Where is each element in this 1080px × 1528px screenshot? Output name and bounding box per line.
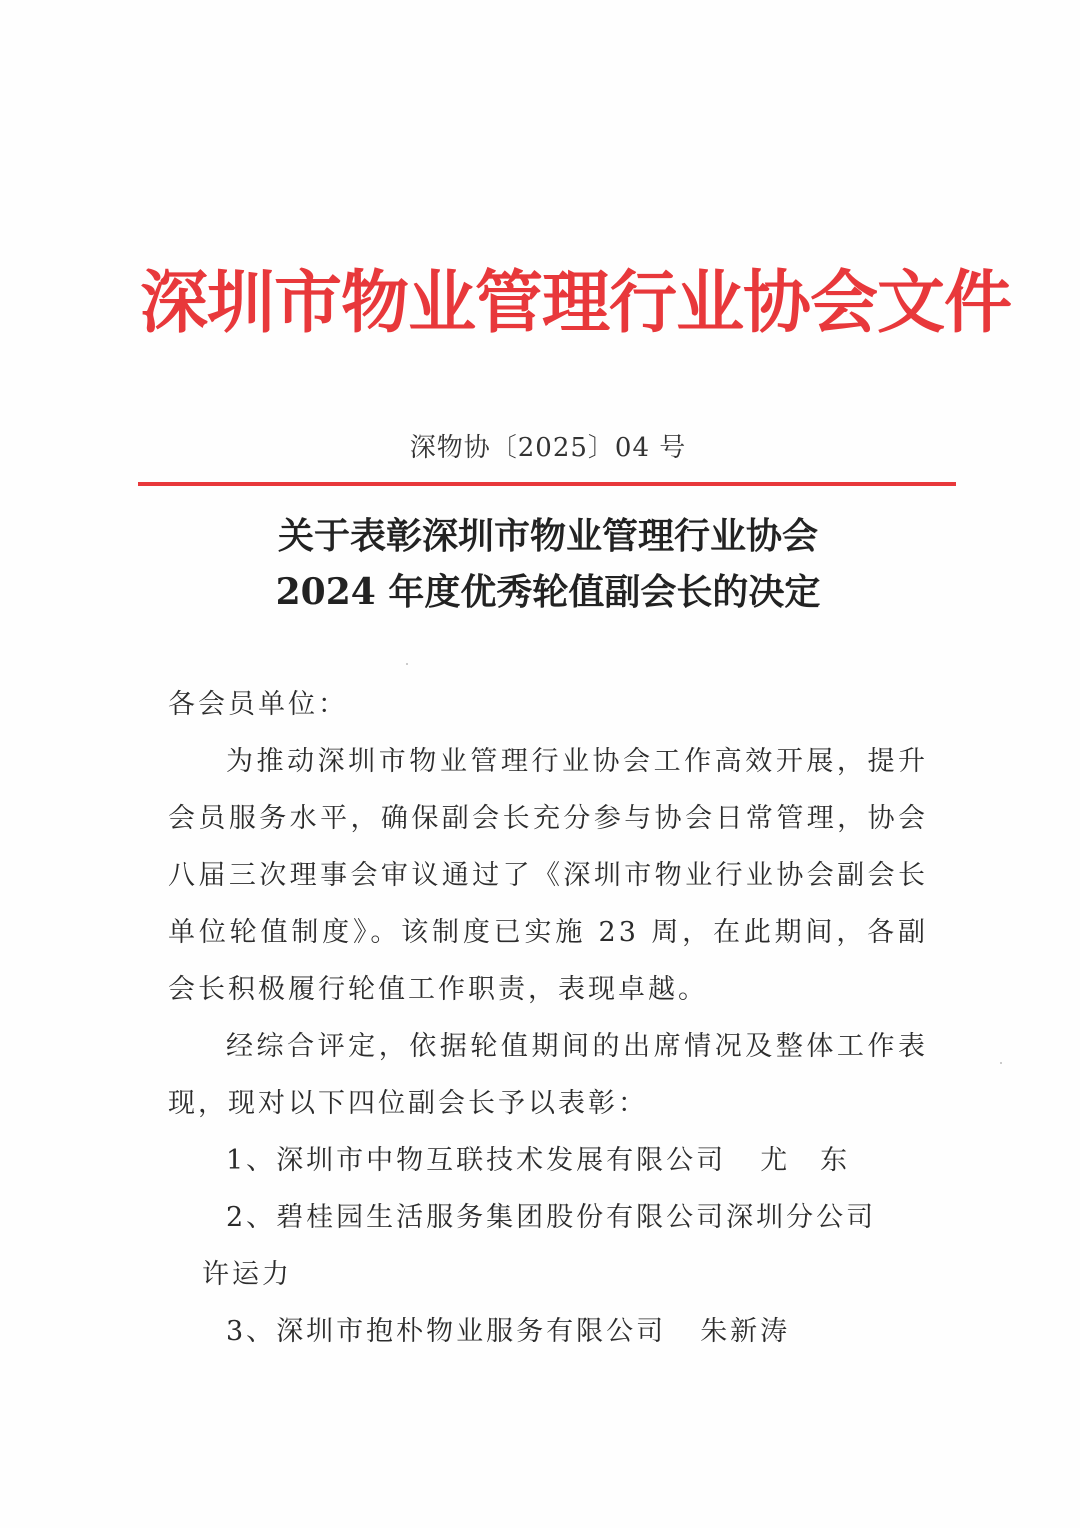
document-title-line-2: 2024 年度优秀轮值副会长的决定	[275, 571, 821, 613]
scan-speck	[1000, 1062, 1002, 1064]
honoree-person: 尤 东	[760, 1145, 851, 1176]
honoree-number: 2、	[226, 1202, 277, 1233]
honoree-person: 朱新涛	[700, 1316, 791, 1347]
scan-speck	[406, 663, 408, 665]
paragraph-1: 为推动深圳市物业管理行业协会工作高效开展，提升会员服务水平，确保副会长充分参与协会日常管理，协会八届三次理事会审议通过了《深圳市物业行业协会副会长单位轮值制度》。该制度已实施 23 周，在此期间，各副会长积极履行轮值工作职责，表现卓越。	[168, 746, 928, 1005]
honoree-company: 深圳市中物互联技术发展有限公司	[276, 1145, 727, 1176]
document-number: 深物协〔2025〕04 号	[409, 433, 687, 463]
paragraph-2: 经综合评定，依据轮值期间的出席情况及整体工作表现，现对以下四位副会长予以表彰：	[168, 1031, 928, 1119]
document-title	[140, 508, 956, 620]
honoree-number: 3、	[226, 1316, 277, 1347]
salutation: 各会员单位：	[168, 689, 348, 720]
organization-header-title: 深圳市物业管理行业协会文件	[140, 263, 1012, 343]
honoree-person: 许运力	[202, 1259, 292, 1290]
red-divider-line	[138, 482, 956, 486]
document-title-line-1: 关于表彰深圳市物业管理行业协会	[277, 515, 818, 557]
document-body	[168, 676, 928, 1360]
honoree-company: 碧桂园生活服务集团股份有限公司深圳分公司	[276, 1202, 877, 1233]
honoree-company: 深圳市抱朴物业服务有限公司	[276, 1316, 667, 1347]
honoree-item-1	[168, 1132, 928, 1189]
honoree-item-2	[168, 1189, 928, 1303]
honoree-number: 1、	[226, 1145, 277, 1176]
honoree-item-3	[168, 1303, 928, 1360]
